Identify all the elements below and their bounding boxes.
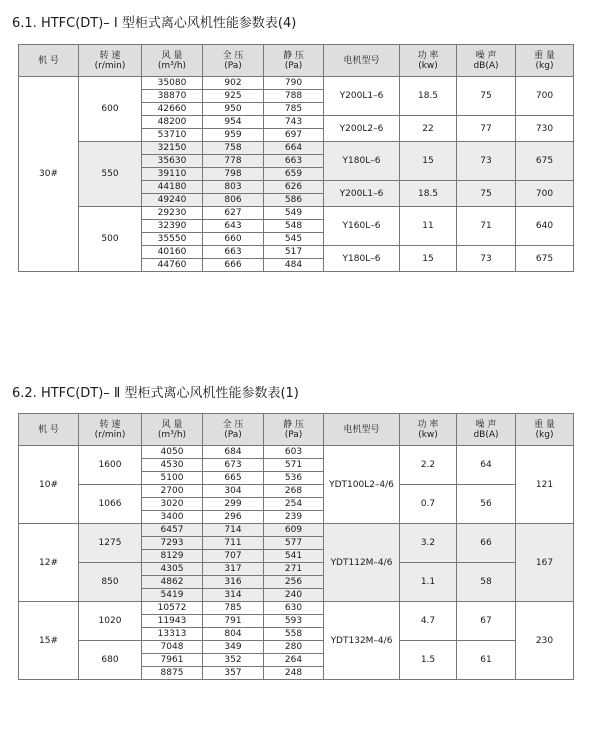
static-pressure-cell: 603 bbox=[264, 446, 324, 459]
table1-title: 6.1. HTFC(DT)– Ⅰ 型柜式离心风机性能参数表(4) bbox=[12, 16, 297, 31]
noise-cell: 75 bbox=[457, 181, 516, 207]
motor-model-cell: Y200L1–6 bbox=[324, 181, 400, 207]
performance-table-1 bbox=[18, 44, 574, 272]
total-pressure-cell: 778 bbox=[203, 155, 264, 168]
airflow-cell: 44760 bbox=[142, 259, 203, 272]
total-pressure-cell: 950 bbox=[203, 103, 264, 116]
speed-cell: 850 bbox=[79, 563, 142, 602]
power-cell: 18.5 bbox=[400, 181, 457, 207]
static-pressure-cell: 239 bbox=[264, 511, 324, 524]
weight-cell: 700 bbox=[516, 181, 574, 207]
table-row bbox=[19, 524, 574, 537]
total-pressure-cell: 711 bbox=[203, 537, 264, 550]
total-pressure-cell: 627 bbox=[203, 207, 264, 220]
machine-no-header: 机 号 bbox=[19, 45, 79, 77]
total-pressure-cell: 349 bbox=[203, 641, 264, 654]
noise-cell: 66 bbox=[457, 524, 516, 563]
airflow-cell: 3400 bbox=[142, 511, 203, 524]
static-pressure-cell: 697 bbox=[264, 129, 324, 142]
airflow-cell: 4530 bbox=[142, 459, 203, 472]
airflow-cell: 7961 bbox=[142, 654, 203, 667]
noise-cell: 75 bbox=[457, 77, 516, 116]
weight-cell: 121 bbox=[516, 446, 574, 524]
power-header: 功 率 (kw) bbox=[400, 414, 457, 446]
motor-model-header: 电机型号 bbox=[324, 414, 400, 446]
static-pressure-cell: 517 bbox=[264, 246, 324, 259]
speed-cell: 1066 bbox=[79, 485, 142, 524]
airflow-cell: 4305 bbox=[142, 563, 203, 576]
total-pressure-cell: 663 bbox=[203, 246, 264, 259]
static-pressure-cell: 548 bbox=[264, 220, 324, 233]
total-pressure-cell: 304 bbox=[203, 485, 264, 498]
speed-cell: 550 bbox=[79, 142, 142, 207]
motor-model-cell: Y160L–6 bbox=[324, 207, 400, 246]
static-pressure-cell: 571 bbox=[264, 459, 324, 472]
static-pressure-cell: 609 bbox=[264, 524, 324, 537]
total-pressure-cell: 925 bbox=[203, 90, 264, 103]
motor-model-cell: Y180L–6 bbox=[324, 142, 400, 181]
total-pressure-cell: 959 bbox=[203, 129, 264, 142]
airflow-cell: 44180 bbox=[142, 181, 203, 194]
static-pressure-cell: 256 bbox=[264, 576, 324, 589]
power-cell: 3.2 bbox=[400, 524, 457, 563]
table-row bbox=[19, 142, 574, 155]
power-cell: 1.1 bbox=[400, 563, 457, 602]
static-pressure-cell: 484 bbox=[264, 259, 324, 272]
machine-no-cell: 30# bbox=[19, 77, 79, 272]
motor-model-cell: YDT100L2–4/6 bbox=[324, 446, 400, 524]
table-row bbox=[19, 446, 574, 459]
airflow-cell: 5100 bbox=[142, 472, 203, 485]
airflow-cell: 49240 bbox=[142, 194, 203, 207]
total-pressure-cell: 660 bbox=[203, 233, 264, 246]
airflow-cell: 53710 bbox=[142, 129, 203, 142]
total-pressure-cell: 954 bbox=[203, 116, 264, 129]
total-pressure-cell: 806 bbox=[203, 194, 264, 207]
speed-cell: 680 bbox=[79, 641, 142, 680]
total-pressure-cell: 317 bbox=[203, 563, 264, 576]
airflow-cell: 35630 bbox=[142, 155, 203, 168]
table-row bbox=[19, 77, 574, 90]
speed-cell: 1600 bbox=[79, 446, 142, 485]
static-pressure-cell: 790 bbox=[264, 77, 324, 90]
machine-no-cell: 15# bbox=[19, 602, 79, 680]
power-cell: 4.7 bbox=[400, 602, 457, 641]
total-pressure-cell: 665 bbox=[203, 472, 264, 485]
static-pressure-cell: 788 bbox=[264, 90, 324, 103]
static-pressure-cell: 549 bbox=[264, 207, 324, 220]
airflow-cell: 40160 bbox=[142, 246, 203, 259]
total-pressure-cell: 673 bbox=[203, 459, 264, 472]
total-pressure-header: 全 压 (Pa) bbox=[203, 45, 264, 77]
motor-model-header: 电机型号 bbox=[324, 45, 400, 77]
weight-cell: 675 bbox=[516, 142, 574, 181]
weight-cell: 167 bbox=[516, 524, 574, 602]
noise-cell: 71 bbox=[457, 207, 516, 246]
speed-cell: 600 bbox=[79, 77, 142, 142]
weight-cell: 700 bbox=[516, 77, 574, 116]
motor-model-cell: YDT132M–4/6 bbox=[324, 602, 400, 680]
total-pressure-cell: 316 bbox=[203, 576, 264, 589]
airflow-cell: 39110 bbox=[142, 168, 203, 181]
static-pressure-cell: 545 bbox=[264, 233, 324, 246]
table-row bbox=[19, 602, 574, 615]
total-pressure-cell: 803 bbox=[203, 181, 264, 194]
power-cell: 0.7 bbox=[400, 485, 457, 524]
table-row bbox=[19, 563, 574, 576]
airflow-cell: 32390 bbox=[142, 220, 203, 233]
weight-cell: 675 bbox=[516, 246, 574, 272]
power-cell: 11 bbox=[400, 207, 457, 246]
static-pressure-cell: 577 bbox=[264, 537, 324, 550]
static-pressure-cell: 593 bbox=[264, 615, 324, 628]
airflow-cell: 7293 bbox=[142, 537, 203, 550]
weight-cell: 230 bbox=[516, 602, 574, 680]
weight-cell: 730 bbox=[516, 116, 574, 142]
static-pressure-cell: 664 bbox=[264, 142, 324, 155]
noise-cell: 67 bbox=[457, 602, 516, 641]
total-pressure-cell: 314 bbox=[203, 589, 264, 602]
motor-model-cell: Y200L2–6 bbox=[324, 116, 400, 142]
speed-header: 转 速 (r/min) bbox=[79, 45, 142, 77]
airflow-cell: 6457 bbox=[142, 524, 203, 537]
noise-cell: 61 bbox=[457, 641, 516, 680]
airflow-cell: 4050 bbox=[142, 446, 203, 459]
noise-cell: 58 bbox=[457, 563, 516, 602]
table2-title: 6.2. HTFC(DT)– Ⅱ 型柜式离心风机性能参数表(1) bbox=[12, 386, 299, 401]
total-pressure-cell: 296 bbox=[203, 511, 264, 524]
airflow-cell: 42660 bbox=[142, 103, 203, 116]
weight-cell: 640 bbox=[516, 207, 574, 246]
static-pressure-cell: 663 bbox=[264, 155, 324, 168]
header-row bbox=[19, 414, 574, 446]
power-cell: 1.5 bbox=[400, 641, 457, 680]
speed-cell: 1275 bbox=[79, 524, 142, 563]
airflow-cell: 35550 bbox=[142, 233, 203, 246]
noise-cell: 64 bbox=[457, 446, 516, 485]
total-pressure-cell: 804 bbox=[203, 628, 264, 641]
noise-cell: 56 bbox=[457, 485, 516, 524]
airflow-header: 风 量 (m³/h) bbox=[142, 414, 203, 446]
speed-cell: 1020 bbox=[79, 602, 142, 641]
machine-no-cell: 12# bbox=[19, 524, 79, 602]
static-pressure-cell: 630 bbox=[264, 602, 324, 615]
static-pressure-cell: 558 bbox=[264, 628, 324, 641]
static-pressure-cell: 254 bbox=[264, 498, 324, 511]
airflow-cell: 8875 bbox=[142, 667, 203, 680]
machine-no-cell: 10# bbox=[19, 446, 79, 524]
airflow-cell: 5419 bbox=[142, 589, 203, 602]
static-pressure-cell: 586 bbox=[264, 194, 324, 207]
static-pressure-cell: 240 bbox=[264, 589, 324, 602]
static-pressure-cell: 280 bbox=[264, 641, 324, 654]
airflow-cell: 32150 bbox=[142, 142, 203, 155]
static-pressure-cell: 626 bbox=[264, 181, 324, 194]
airflow-cell: 10572 bbox=[142, 602, 203, 615]
airflow-header: 风 量 (m³/h) bbox=[142, 45, 203, 77]
total-pressure-cell: 357 bbox=[203, 667, 264, 680]
static-pressure-cell: 268 bbox=[264, 485, 324, 498]
weight-header: 重 量 (kg) bbox=[516, 414, 574, 446]
static-pressure-cell: 541 bbox=[264, 550, 324, 563]
noise-header: 噪 声 dB(A) bbox=[457, 414, 516, 446]
table-row bbox=[19, 207, 574, 220]
airflow-cell: 38870 bbox=[142, 90, 203, 103]
machine-no-header: 机 号 bbox=[19, 414, 79, 446]
speed-cell: 500 bbox=[79, 207, 142, 272]
static-pressure-cell: 264 bbox=[264, 654, 324, 667]
motor-model-cell: Y180L–6 bbox=[324, 246, 400, 272]
total-pressure-cell: 758 bbox=[203, 142, 264, 155]
airflow-cell: 2700 bbox=[142, 485, 203, 498]
airflow-cell: 48200 bbox=[142, 116, 203, 129]
airflow-cell: 7048 bbox=[142, 641, 203, 654]
header-row bbox=[19, 45, 574, 77]
airflow-cell: 13313 bbox=[142, 628, 203, 641]
total-pressure-cell: 902 bbox=[203, 77, 264, 90]
static-pressure-cell: 659 bbox=[264, 168, 324, 181]
noise-cell: 77 bbox=[457, 116, 516, 142]
noise-cell: 73 bbox=[457, 142, 516, 181]
airflow-cell: 4862 bbox=[142, 576, 203, 589]
total-pressure-cell: 714 bbox=[203, 524, 264, 537]
table-row bbox=[19, 485, 574, 498]
total-pressure-cell: 707 bbox=[203, 550, 264, 563]
static-pressure-cell: 271 bbox=[264, 563, 324, 576]
static-pressure-cell: 785 bbox=[264, 103, 324, 116]
weight-header: 重 量 (kg) bbox=[516, 45, 574, 77]
power-cell: 2.2 bbox=[400, 446, 457, 485]
airflow-cell: 35080 bbox=[142, 77, 203, 90]
airflow-cell: 11943 bbox=[142, 615, 203, 628]
total-pressure-cell: 299 bbox=[203, 498, 264, 511]
performance-table-2 bbox=[18, 413, 574, 680]
total-pressure-header: 全 压 (Pa) bbox=[203, 414, 264, 446]
airflow-cell: 29230 bbox=[142, 207, 203, 220]
speed-header: 转 速 (r/min) bbox=[79, 414, 142, 446]
total-pressure-cell: 791 bbox=[203, 615, 264, 628]
total-pressure-cell: 666 bbox=[203, 259, 264, 272]
motor-model-cell: Y200L1–6 bbox=[324, 77, 400, 116]
total-pressure-cell: 352 bbox=[203, 654, 264, 667]
total-pressure-cell: 785 bbox=[203, 602, 264, 615]
power-header: 功 率 (kw) bbox=[400, 45, 457, 77]
power-cell: 15 bbox=[400, 142, 457, 181]
total-pressure-cell: 798 bbox=[203, 168, 264, 181]
static-pressure-header: 静 压 (Pa) bbox=[264, 45, 324, 77]
noise-cell: 73 bbox=[457, 246, 516, 272]
noise-header: 噪 声 dB(A) bbox=[457, 45, 516, 77]
power-cell: 22 bbox=[400, 116, 457, 142]
static-pressure-cell: 248 bbox=[264, 667, 324, 680]
power-cell: 15 bbox=[400, 246, 457, 272]
static-pressure-cell: 743 bbox=[264, 116, 324, 129]
static-pressure-cell: 536 bbox=[264, 472, 324, 485]
airflow-cell: 8129 bbox=[142, 550, 203, 563]
total-pressure-cell: 684 bbox=[203, 446, 264, 459]
static-pressure-header: 静 压 (Pa) bbox=[264, 414, 324, 446]
airflow-cell: 3020 bbox=[142, 498, 203, 511]
table-row bbox=[19, 641, 574, 654]
power-cell: 18.5 bbox=[400, 77, 457, 116]
motor-model-cell: YDT112M–4/6 bbox=[324, 524, 400, 602]
total-pressure-cell: 643 bbox=[203, 220, 264, 233]
